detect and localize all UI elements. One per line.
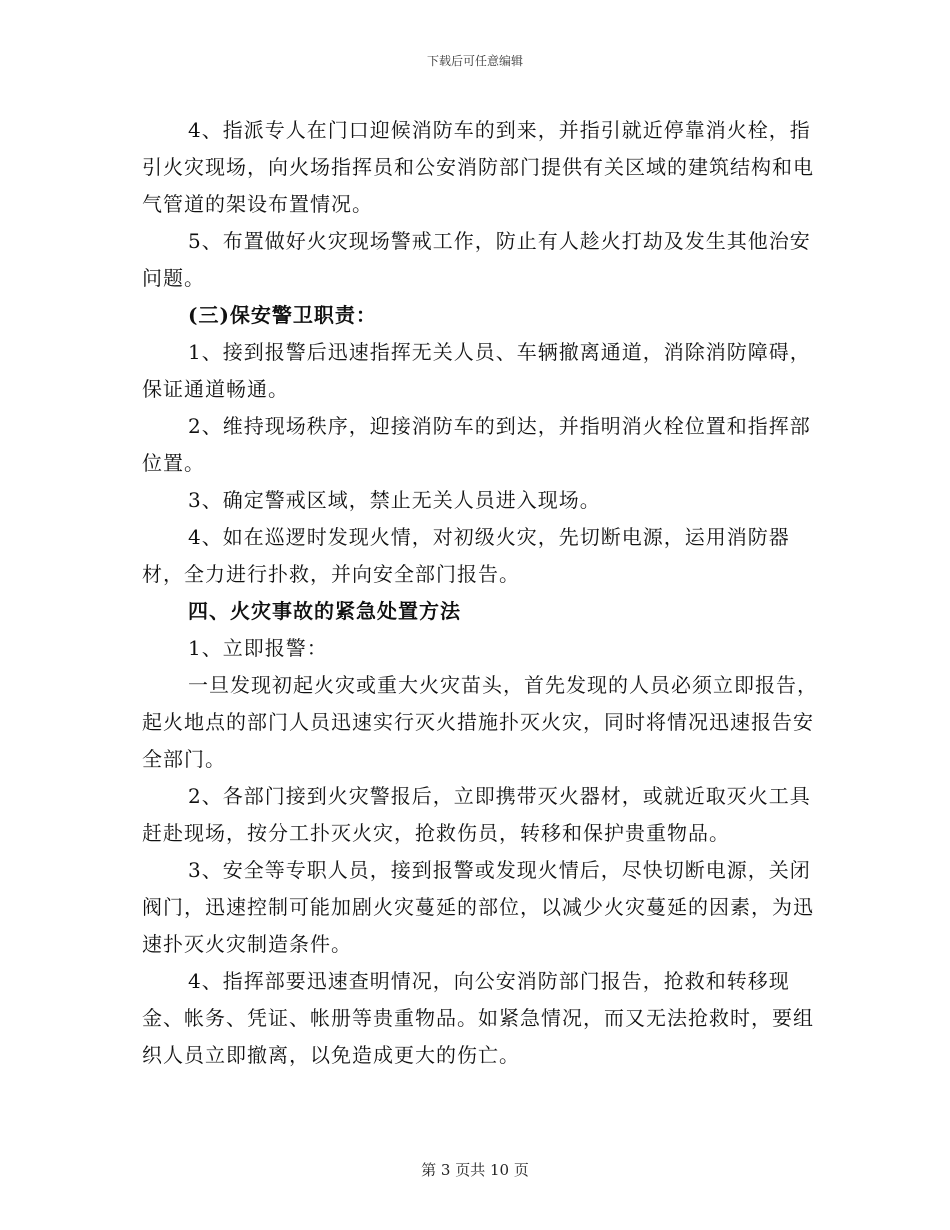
paragraph-1: 4、指派专人在门口迎候消防车的到来，并指引就近停靠消火栓，指引火灾现场，向火场指挥员和公安消防部门提供有关区域的建筑结构和电气管道的架设布置情况。: [142, 118, 814, 216]
paragraph-2: 5、布置做好火灾现场警戒工作，防止有人趁火打劫及发生其他治安问题。: [142, 229, 811, 290]
page-header: 下载后可任意编辑: [426, 54, 523, 68]
paragraph-3: 1、接到报警后迅速指挥无关人员、车辆撤离通道，消除消防障碍，保证通道畅通。: [142, 340, 811, 401]
paragraph-9: 2、各部门接到火灾警报后，立即携带灭火器材，或就近取灭火工具赶赴现场，按分工扑灭火灾，抢救伤员，转移和保护贵重物品。: [142, 784, 811, 845]
section-heading-emergency: 四、火灾事故的紧急处置方法: [188, 599, 461, 623]
document-body: [142, 112, 822, 1074]
paragraph-5: 3、确定警戒区域，禁止无关人员进入现场。: [188, 488, 601, 512]
paragraph-11: 4、指挥部要迅速查明情况，向公安消防部门报告，抢救和转移现金、帐务、凭证、帐册等贵重物品。如紧急情况，而又无法抢救时，要组织人员立即撤离，以免造成更大的伤亡。: [142, 969, 814, 1067]
section-heading-security: (三)保安警卫职责：: [188, 303, 377, 327]
page-footer: 第 3 页共 10 页: [421, 1161, 529, 1179]
paragraph-6: 4、如在巡逻时发现火情，对初级火灾，先切断电源，运用消防器材，全力进行扑救，并向安全部门报告。: [142, 525, 790, 586]
paragraph-7: 1、立即报警：: [188, 636, 328, 660]
paragraph-10: 3、安全等专职人员，接到报警或发现火情后，尽快切断电源，关闭阀门，迅速控制可能加剧火灾蔓延的部位，以减少火灾蔓延的因素，为迅速扑灭火灾制造条件。: [142, 858, 814, 956]
paragraph-4: 2、维持现场秩序，迎接消防车的到达，并指明消火栓位置和指挥部位置。: [142, 414, 811, 475]
paragraph-8: 一旦发现初起火灾或重大火灾苗头，首先发现的人员必须立即报告，起火地点的部门人员迅速实行灭火措施扑灭火灾，同时将情况迅速报告安全部门。: [142, 673, 818, 771]
